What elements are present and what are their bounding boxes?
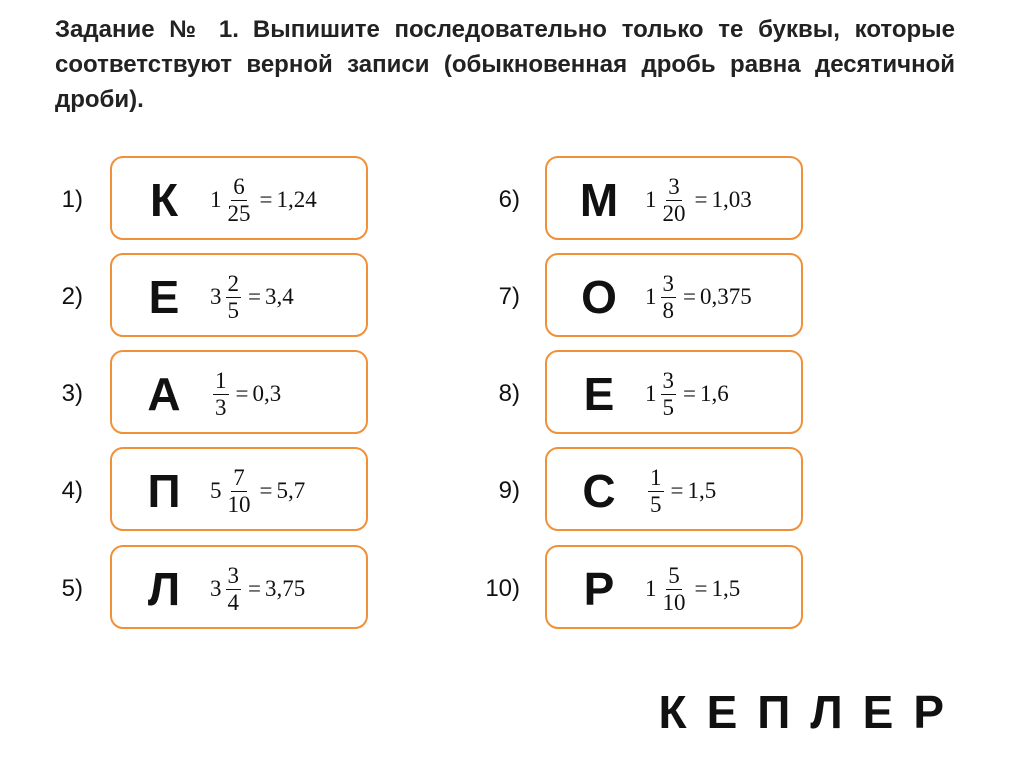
formula-decimal: 3,4: [264, 284, 294, 309]
item-card: [545, 253, 803, 337]
answer-letter: Л: [810, 686, 861, 738]
formula-whole: 1: [210, 187, 222, 212]
formula-equals: =: [248, 284, 261, 309]
formula-whole: 1: [645, 576, 657, 601]
formula-fraction: [226, 174, 253, 227]
item-letter: Е: [148, 271, 180, 323]
answer-word: [657, 685, 962, 739]
item-formula: [210, 158, 317, 242]
fraction-numerator: 2: [227, 270, 239, 296]
item-number: 6): [498, 186, 520, 213]
item-formula: [645, 449, 716, 533]
formula-whole: 1: [645, 187, 657, 212]
formula-whole: 5: [210, 478, 222, 503]
item-letter: С: [582, 465, 616, 517]
task-text: [55, 12, 955, 117]
formula-fraction: [213, 368, 229, 421]
item-card: [545, 350, 803, 434]
item-number: 7): [498, 283, 520, 310]
fraction-denominator: 5: [662, 394, 674, 420]
item-card: [110, 545, 368, 629]
item-card: [110, 350, 368, 434]
fraction-numerator: 3: [227, 562, 239, 588]
fraction-denominator: 20: [662, 200, 686, 226]
fraction-numerator: 3: [668, 173, 680, 199]
item-formula: [645, 352, 729, 436]
item-letter: Л: [147, 563, 181, 615]
fraction-denominator: 8: [662, 297, 674, 323]
formula-decimal: 1,03: [711, 187, 752, 212]
item-card: [545, 545, 803, 629]
item-letter: П: [147, 465, 181, 517]
answer-letter: Е: [862, 686, 912, 738]
formula-fraction: [226, 563, 242, 616]
formula-equals: =: [259, 478, 273, 503]
fraction-denominator: 4: [227, 589, 239, 615]
item-number: 9): [498, 477, 520, 504]
item-letter: Р: [583, 563, 615, 615]
formula-equals: =: [683, 381, 696, 406]
formula-fraction: [661, 368, 677, 421]
item-formula: [645, 158, 752, 242]
formula-fraction: [226, 271, 242, 324]
item-formula: [645, 547, 740, 631]
task-instruction: Выпишите последовательно только те буквы, которые соответствуют верной записи (обыкновенная дробь равна десятичной дроби).: [55, 16, 955, 113]
fraction-numerator: 1: [215, 367, 227, 393]
item-formula: [210, 449, 305, 533]
formula-decimal: 1,5: [687, 478, 717, 503]
formula-whole: 3: [210, 576, 222, 601]
formula-equals: =: [694, 576, 708, 601]
fraction-numerator: 7: [233, 464, 245, 490]
item-number: 4): [61, 477, 83, 504]
formula-equals: =: [694, 187, 708, 212]
item-card: [110, 253, 368, 337]
item-letter: Е: [583, 368, 615, 420]
item-letter: А: [147, 368, 181, 420]
formula-decimal: 1,6: [699, 381, 729, 406]
item-letter: М: [579, 174, 619, 226]
item-card: [110, 156, 368, 240]
item-number: 10): [485, 575, 520, 602]
fraction-denominator: 25: [227, 200, 251, 226]
formula-whole: 1: [645, 284, 657, 309]
item-number: 2): [61, 283, 83, 310]
formula-equals: =: [235, 381, 249, 406]
item-formula: [645, 255, 752, 339]
formula-fraction: [661, 174, 688, 227]
formula-fraction: [226, 465, 253, 518]
item-card: [545, 156, 803, 240]
item-number: 5): [61, 575, 83, 602]
item-card: [545, 447, 803, 531]
answer-letter: П: [757, 686, 809, 738]
formula-equals: =: [683, 284, 696, 309]
formula-decimal: 1,5: [711, 576, 741, 601]
formula-equals: =: [248, 576, 261, 601]
fraction-denominator: 5: [227, 297, 239, 323]
item-letter: К: [149, 174, 179, 226]
formula-whole: 3: [210, 284, 222, 309]
formula-decimal: 0,3: [252, 381, 282, 406]
formula-decimal: 3,75: [264, 576, 306, 601]
fraction-denominator: 10: [227, 491, 251, 517]
formula-fraction: [648, 465, 664, 518]
item-letter: О: [581, 271, 617, 323]
item-card: [110, 447, 368, 531]
item-number: 1): [61, 186, 83, 213]
fraction-denominator: 5: [650, 491, 662, 517]
fraction-numerator: 3: [662, 367, 674, 393]
item-formula: [210, 255, 294, 339]
item-formula: [210, 352, 281, 436]
answer-letter: Е: [706, 686, 756, 738]
formula-decimal: 5,7: [276, 478, 306, 503]
fraction-denominator: 10: [662, 589, 686, 615]
formula-decimal: 0,375: [699, 284, 752, 309]
item-formula: [210, 547, 305, 631]
answer-letter: Р: [913, 686, 962, 738]
fraction-numerator: 5: [668, 562, 680, 588]
formula-whole: 1: [645, 381, 657, 406]
task-label: Задание № 1.: [55, 16, 239, 43]
fraction-numerator: 3: [662, 270, 674, 296]
formula-equals: =: [259, 187, 273, 212]
formula-decimal: 1,24: [276, 187, 317, 212]
formula-fraction: [661, 563, 688, 616]
answer-letter: К: [658, 686, 705, 738]
item-number: 8): [498, 380, 520, 407]
fraction-denominator: 3: [215, 394, 227, 420]
item-number: 3): [61, 380, 83, 407]
fraction-numerator: 1: [650, 464, 662, 490]
formula-fraction: [661, 271, 677, 324]
fraction-numerator: 6: [233, 173, 245, 199]
formula-equals: =: [670, 478, 684, 503]
